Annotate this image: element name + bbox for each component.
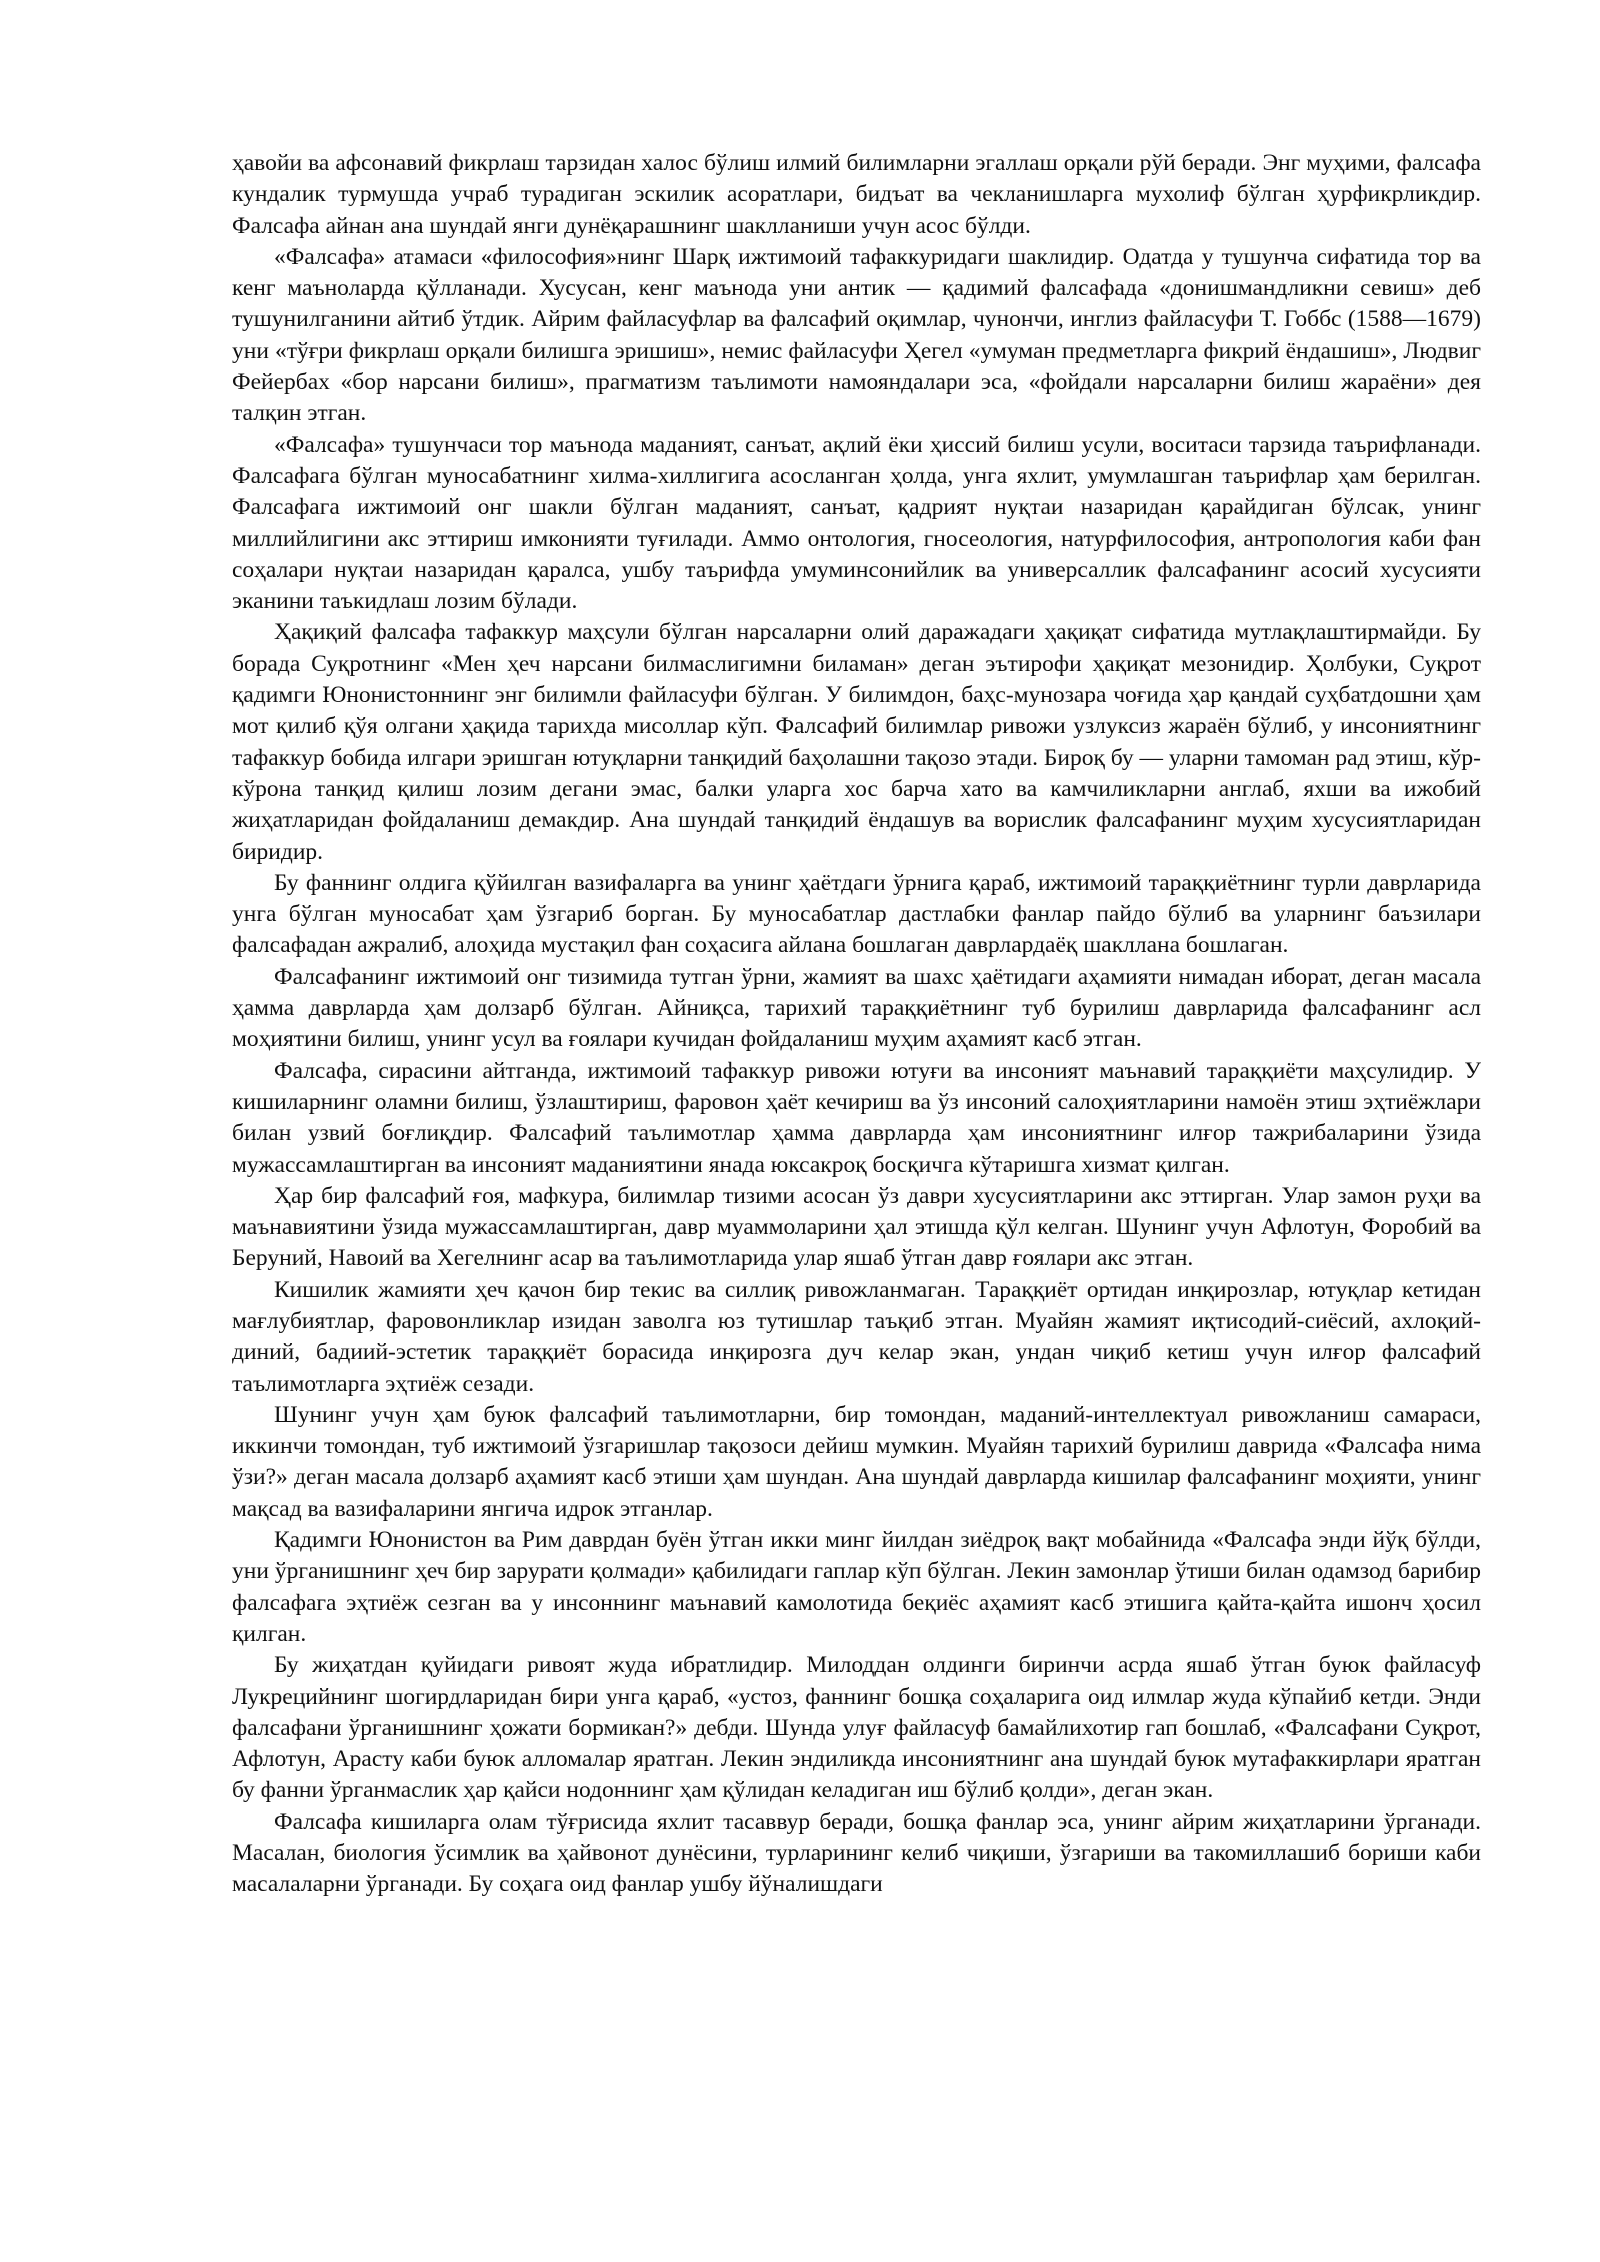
document-body bbox=[232, 148, 1481, 1901]
paragraph: Ҳақиқий фалсафа тафаккур маҳсули бўлган нарсаларни олий даражадаги ҳақиқат сифатида мутлақлаштирмайди. Бу борада Суқротнинг «Мен ҳеч нарсани билмаслигимни биламан» деган эътирофи ҳақиқат мезонидир. Ҳолбуки, Суқрот қадимги Юнонистоннинг энг билимли файласуфи бўлган. У билимдон, баҳс-мунозара чоғида ҳар қандай суҳбатдошни ҳам мот қилиб қўя олгани ҳақида тарихда мисоллар кўп. Фалсафий билимлар ривожи узлуксиз жараён бўлиб, у инсониятнинг тафаккур бобида илгари эришган ютуқларни танқидий баҳолашни тақозо этади. Бироқ бу — уларни тамоман рад этиш, кўр-кўрона танқид қилиш лозим дегани эмас, балки уларга хос барча хато ва камчиликларни англаб, яхши ва ижобий жиҳатларидан фойдаланиш демакдир. Ана шундай танқидий ёндашув ва ворислик фалсафанинг муҳим хусусиятларидан биридир. bbox=[232, 619, 1481, 865]
paragraph: ҳавойи ва афсонавий фикрлаш тарзидан халос бўлиш илмий билимларни эгаллаш орқали рўй беради. Энг муҳими, фалсафа кундалик турмушда учраб турадиган эскилик асоратлари, бидъат ва чекланишларга мухолиф бўлган ҳурфикрликдир. Фалсафа айнан ана шундай янги дунёқарашнинг шаклланиши учун асос бўлди. bbox=[232, 150, 1481, 239]
paragraph: Бу фаннинг олдига қўйилган вазифаларга ва унинг ҳаётдаги ўрнига қараб, ижтимоий тараққиётнинг турли даврларида унга бўлган муносабат ҳам ўзгариб борган. Бу муносабатлар дастлабки фанлар пайдо бўлиб ва уларнинг баъзилари фалсафадан ажралиб, алоҳида мустақил фан соҳасига айлана бошлаган даврлардаёқ шакллана бошлаган. bbox=[232, 869, 1481, 959]
paragraph: Фалсафа кишиларга олам тўғрисида яхлит тасаввур беради, бошқа фанлар эса, унинг айрим жиҳатларини ўрганади. Масалан, биология ўсимлик ва ҳайвонот дунёсини, турларининг келиб чиқиши, ўзгариши ва такомиллашиб бориши каби масалаларни ўрганади. Бу соҳага оид фанлар ушбу йўналишдаги bbox=[232, 1808, 1481, 1898]
paragraph: Қадимги Юнонистон ва Рим даврдан буён ўтган икки минг йилдан зиёдроқ вақт мобайнида «Фалсафа энди йўқ бўлди, уни ўрганишнинг ҳеч бир зарурати қолмади» қабилидаги гаплар кўп бўлган. Лекин замонлар ўтиши билан одамзод барибир фалсафага эҳтиёж сезган ва у инсоннинг маънавий камолотида беқиёс аҳамият касб этишига қайта-қайта ишонч ҳосил қилган. bbox=[232, 1527, 1481, 1647]
paragraph: Ҳар бир фалсафий ғоя, мафкура, билимлар тизими асосан ўз даври хусусиятларини акс эттирган. Улар замон руҳи ва маънавиятини ўзида мужассамлаштирган, давр муаммоларини ҳал этишда қўл келган. Шунинг учун Афлотун, Форобий ва Беруний, Навоий ва Хегелнинг асар ва таълимотларида улар яшаб ўтган давр ғоялари акс этган. bbox=[232, 1182, 1481, 1272]
paragraph: Фалсафанинг ижтимоий онг тизимида тутган ўрни, жамият ва шахс ҳаётидаги аҳамияти нимадан иборат, деган масала ҳамма даврларда ҳам долзарб бўлган. Айниқса, тарихий тараққиётнинг туб бурилиш даврларида фалсафанинг асл моҳиятини билиш, унинг усул ва ғоялари кучидан фойдаланиш муҳим аҳамият касб этган. bbox=[232, 963, 1481, 1053]
paragraph: Бу жиҳатдан қуйидаги ривоят жуда ибратлидир. Милоддан олдинги биринчи асрда яшаб ўтган буюк файласуф Лукрецийнинг шогирдларидан бири унга қараб, «устоз, фаннинг бошқа соҳаларига оид илмлар жуда кўпайиб кетди. Энди фалсафани ўрганишнинг ҳожати бормикан?» дебди. Шунда улуғ файласуф бамайлихотир гап бошлаб, «Фалсафани Суқрот, Афлотун, Арасту каби буюк алломалар яратган. Лекин эндиликда инсониятнинг ана шундай буюк мутафаккирлари яратган бу фанни ўрганмаслик ҳар қайси нодоннинг ҳам қўлидан келадиган иш бўлиб қолди», деган экан. bbox=[232, 1652, 1481, 1804]
paragraph: Шунинг учун ҳам буюк фалсафий таълимотларни, бир томондан, маданий-интеллектуал ривожланиш самараси, иккинчи томондан, туб ижтимоий ўзгаришлар тақозоси дейиш мумкин. Муайян тарихий бурилиш даврида «Фалсафа нима ўзи?» деган масала долзарб аҳамият касб этиши ҳам шундан. Ана шундай даврларда кишилар фалсафанинг моҳияти, унинг мақсад ва вазифаларини янгича идрок этганлар. bbox=[232, 1401, 1481, 1522]
paragraph: Фалсафа, сирасини айтганда, ижтимоий тафаккур ривожи ютуғи ва инсоният маънавий тараққиёти маҳсулидир. У кишиларнинг оламни билиш, ўзлаштириш, фаровон ҳаёт кечириш ва ўз инсоний салоҳиятларини намоён этиш эҳтиёжлари билан узвий боғлиқдир. Фалсафий таълимотлар ҳамма даврларда ҳам инсониятнинг илғор тажрибаларини ўзида мужассамлаштирган ва инсоният маданиятини янада юксакроқ босқичга кўтаришга хизмат қилган. bbox=[232, 1057, 1481, 1178]
paragraph: Кишилик жамияти ҳеч қачон бир текис ва силлиқ ривожланмаган. Тараққиёт ортидан инқирозлар, ютуқлар кетидан мағлубиятлар, фаровонликлар изидан заволга юз тутишлар таъқиб этган. Муайян жамият иқтисодий-сиёсий, ахлоқий-диний, бадиий-эстетик тараққиёт борасида инқирозга дуч келар экан, ундан чиқиб кетиш учун илғор фалсафий таълимотларга эҳтиёж сезади. bbox=[232, 1276, 1481, 1397]
paragraph: «Фалсафа» атамаси «философия»нинг Шарқ ижтимоий тафаккуридаги шаклидир. Одатда у тушунча сифатида тор ва кенг маъноларда қўлланади. Хусусан, кенг маънода уни антик — қадимий фалсафада «донишмандликни севиш» деб тушунилганини айтиб ўтдик. Айрим файласуфлар ва фалсафий оқимлар, чунончи, инглиз файласуфи Т. Гоббс (1588—1679) уни «тўғри фикрлаш орқали билишга эришиш», немис файласуфи Ҳегел «умуман предметларга фикрий ёндашиш», Людвиг Фейербах «бор нарсани билиш», прагматизм таълимоти намояндалари эса, «фойдали нарсаларни билиш жараёни» дея талқин этган. bbox=[232, 243, 1481, 427]
paragraph: «Фалсафа» тушунчаси тор маънода маданият, санъат, ақлий ёки ҳиссий билиш усули, воситаси тарзида таърифланади. Фалсафага бўлган муносабатнинг хилма-хиллигига асосланган ҳолда, унга яхлит, умумлашган таърифлар ҳам берилган. Фалсафага ижтимоий онг шакли бўлган маданият, санъат, қадрият нуқтаи назаридан қарайдиган бўлсак, унинг миллийлигини акс эттириш имконияти туғилади. Аммо онтология, гносеология, натурфилософия, антропология каби фан соҳалари нуқтаи назаридан қаралса, ушбу таърифда умуминсонийлик ва универсаллик фалсафанинг асосий хусусияти эканини таъкидлаш лозим бўлади. bbox=[232, 431, 1481, 615]
